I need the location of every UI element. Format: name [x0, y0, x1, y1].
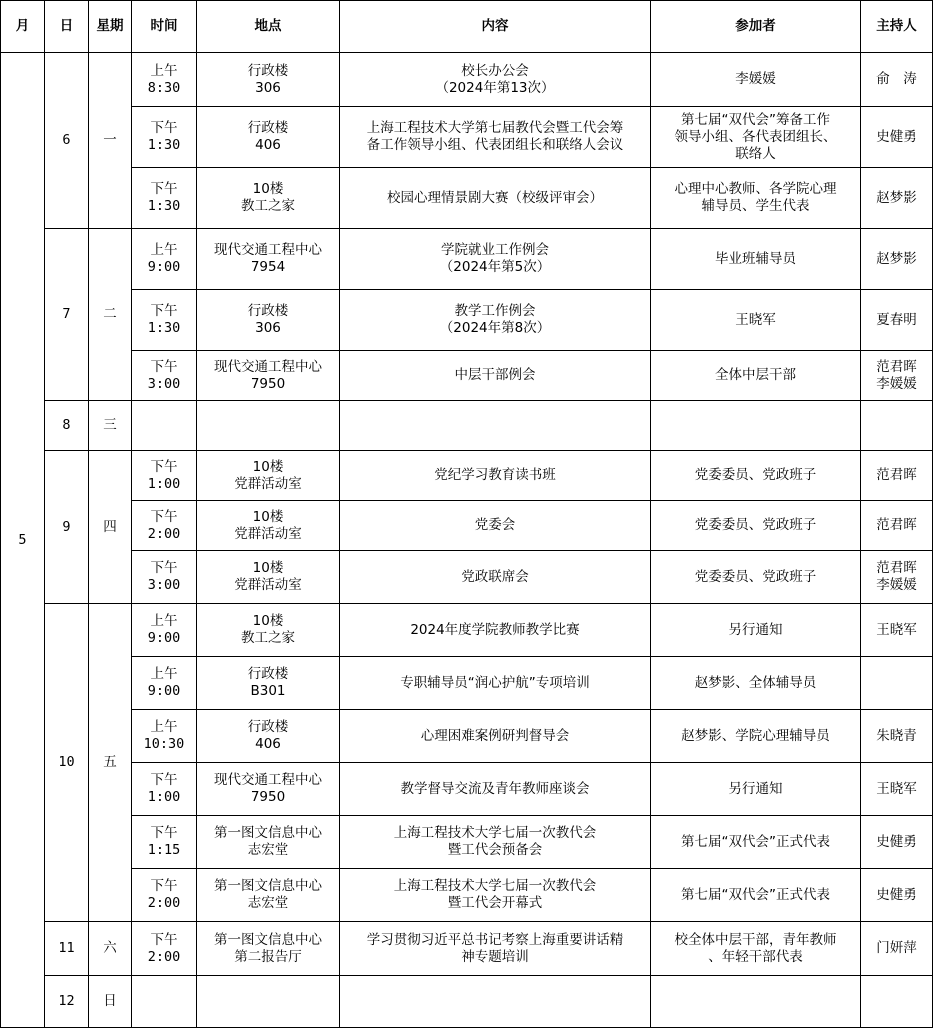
days.1.events.2.attendees-line: 全体中层干部 — [715, 367, 796, 383]
days.3.events.1.location-line: 党群活动室 — [234, 525, 302, 542]
content-cell — [340, 451, 651, 501]
attendees-cell — [651, 763, 861, 816]
days.4.events.0.location-line: 10楼 — [252, 613, 284, 629]
table-row — [1, 763, 933, 816]
table-row — [1, 351, 933, 401]
header-weekday: 星期 — [89, 1, 132, 53]
days.0.events.2.host-line: 赵梦影 — [876, 189, 917, 206]
days.0.events.0.content-line: （2024年第13次） — [435, 79, 555, 96]
days.1.events.1.location-line: 行政楼 — [247, 303, 289, 319]
days.5.events.0.location-line: 第二报告厅 — [234, 948, 302, 965]
attendees-cell — [651, 451, 861, 501]
days.5.events.0.attendees-line: 校全体中层干部，青年教师 — [674, 931, 837, 948]
attendees-cell — [651, 816, 861, 869]
day-cell: 10 — [45, 604, 89, 922]
days.4.events.5.location-line: 志宏堂 — [247, 895, 289, 911]
content-cell — [340, 351, 651, 401]
content-cell — [340, 816, 651, 869]
location-cell — [197, 501, 340, 551]
days.3.events.0.attendees-line: 党委委员、党政班子 — [694, 467, 817, 483]
content-cell — [340, 657, 651, 710]
days.1.events.1.location-line: 306 — [255, 320, 281, 336]
day-cell: 8 — [45, 401, 89, 451]
days.4.events.2.attendees-line: 赵梦影、学院心理辅导员 — [681, 727, 830, 744]
days.1.events.0.time-line: 上午 — [150, 242, 178, 258]
location-cell — [197, 168, 340, 229]
location-cell — [197, 107, 340, 168]
header-host: 主持人 — [861, 1, 933, 53]
time-cell — [132, 816, 197, 869]
days.1.events.1.content-line: 教学工作例会 — [454, 303, 536, 319]
content-cell — [340, 551, 651, 604]
days.4.events.0.host-line: 王晓军 — [876, 621, 917, 638]
attendees-cell — [651, 290, 861, 351]
days.4.events.3.time-line: 1:00 — [147, 789, 181, 805]
host-cell — [861, 710, 933, 763]
content-cell — [340, 869, 651, 922]
host-cell — [861, 451, 933, 501]
month-cell: 5 — [1, 53, 45, 1028]
table-row — [1, 657, 933, 710]
content-cell — [340, 229, 651, 290]
days.5.events.0.location-line: 第一图文信息中心 — [214, 931, 322, 948]
time-cell — [132, 869, 197, 922]
days.1.events.0.content-line: 学院就业工作例会 — [441, 242, 549, 258]
days.0.events.1.location-line: 406 — [255, 137, 281, 153]
days.4.events.4.attendees-line: 第七届“双代会”正式代表 — [681, 833, 830, 850]
day-cell: 7 — [45, 229, 89, 401]
attendees-cell — [651, 604, 861, 657]
days.0.events.1.attendees-line: 领导小组、各代表团组长、 — [674, 128, 837, 145]
content-cell — [340, 710, 651, 763]
days.0.events.2.attendees-line: 辅导员、学生代表 — [701, 198, 810, 214]
days.5.events.0.time-line: 2:00 — [147, 948, 181, 965]
host-cell — [861, 53, 933, 107]
table-row — [1, 501, 933, 551]
days.0.events.1.time-line: 下午 — [150, 120, 178, 136]
days.0.events.0.content-line: 校长办公会 — [461, 62, 529, 79]
weekday-cell: 一 — [89, 53, 132, 229]
attendees-cell — [651, 657, 861, 710]
days.1.events.2.content-line: 中层干部例会 — [454, 367, 536, 383]
location-cell — [197, 551, 340, 604]
days.4.events.1.attendees-line: 赵梦影、全体辅导员 — [694, 674, 817, 691]
weekday-cell: 四 — [89, 451, 132, 604]
days.0.events.2.time-line: 下午 — [150, 181, 178, 197]
days.3.events.2.host-line: 范君晖 — [876, 560, 917, 576]
days.0.events.2.attendees-line: 心理中心教师、各学院心理 — [674, 181, 837, 197]
days.0.events.0.location-line: 行政楼 — [247, 62, 289, 79]
days.4.events.1.time-line: 9:00 — [147, 683, 181, 699]
time-cell — [132, 501, 197, 551]
days.1.events.0.location-line: 现代交通工程中心 — [214, 242, 322, 258]
content-cell — [340, 501, 651, 551]
schedule-body — [1, 53, 933, 1028]
table-row — [1, 710, 933, 763]
days.4.events.4.host-line: 史健勇 — [876, 833, 917, 850]
time-cell — [132, 551, 197, 604]
days.0.events.1.host-line: 史健勇 — [876, 128, 917, 145]
location-cell — [197, 763, 340, 816]
time-cell — [132, 710, 197, 763]
attendees-cell — [651, 922, 861, 976]
attendees-cell — [651, 107, 861, 168]
days.4.events.2.location-line: 行政楼 — [247, 719, 289, 735]
days.0.events.0.host-line: 俞 涛 — [876, 71, 917, 87]
header-location: 地点 — [197, 1, 340, 53]
host-cell — [861, 501, 933, 551]
location-cell — [197, 604, 340, 657]
days.1.events.0.location-line: 7954 — [250, 259, 286, 275]
days.0.events.0.time-line: 8:30 — [147, 79, 181, 96]
days.4.events.2.host-line: 朱晓青 — [876, 727, 917, 744]
days.4.events.2.time-line: 10:30 — [143, 736, 185, 752]
days.1.events.1.attendees-line: 王晓军 — [735, 311, 776, 328]
days.5.events.0.time-line: 下午 — [150, 931, 178, 948]
days.1.events.1.time-line: 1:30 — [147, 320, 181, 336]
attendees-cell — [651, 869, 861, 922]
days.5.events.0.content-line: 神专题培训 — [461, 948, 529, 965]
host-cell — [861, 869, 933, 922]
days.0.events.0.time-line: 上午 — [150, 62, 178, 79]
days.3.events.2.time-line: 3:00 — [147, 577, 181, 593]
table-row — [1, 401, 933, 451]
table-row — [1, 53, 933, 107]
days.1.events.2.location-line: 7950 — [250, 375, 286, 392]
table-row — [1, 168, 933, 229]
time-cell — [132, 976, 197, 1028]
attendees-cell — [651, 710, 861, 763]
attendees-cell — [651, 53, 861, 107]
host-cell — [861, 922, 933, 976]
time-cell — [132, 229, 197, 290]
days.0.events.2.location-line: 10楼 — [252, 181, 284, 197]
time-cell — [132, 763, 197, 816]
days.1.events.2.time-line: 下午 — [150, 358, 178, 375]
time-cell — [132, 922, 197, 976]
days.5.events.0.attendees-line: 、年轻干部代表 — [708, 948, 803, 965]
attendees-cell — [651, 168, 861, 229]
content-cell — [340, 53, 651, 107]
content-cell — [340, 763, 651, 816]
host-cell — [861, 763, 933, 816]
days.3.events.1.location-line: 10楼 — [252, 508, 284, 525]
days.5.events.0.content-line: 学习贯彻习近平总书记考察上海重要讲话精 — [366, 931, 624, 948]
host-cell — [861, 168, 933, 229]
header-row — [1, 1, 933, 53]
days.4.events.3.attendees-line: 另行通知 — [728, 780, 783, 797]
days.3.events.0.location-line: 党群活动室 — [234, 475, 302, 492]
days.0.events.2.location-line: 教工之家 — [241, 198, 295, 214]
host-cell — [861, 290, 933, 351]
time-cell — [132, 604, 197, 657]
location-cell — [197, 922, 340, 976]
days.0.events.1.content-line: 上海工程技术大学第七届教代会暨工代会筹 — [366, 120, 624, 136]
days.1.events.2.host-line: 李媛媛 — [876, 375, 917, 392]
header-day: 日 — [45, 1, 89, 53]
days.3.events.2.location-line: 党群活动室 — [234, 577, 302, 593]
days.1.events.0.attendees-line: 毕业班辅导员 — [715, 250, 796, 267]
location-cell — [197, 976, 340, 1028]
days.4.events.5.content-line: 暨工代会开幕式 — [447, 895, 543, 911]
header-month: 月 — [1, 1, 45, 53]
days.4.events.5.time-line: 下午 — [150, 878, 178, 894]
days.4.events.3.location-line: 现代交通工程中心 — [214, 772, 322, 788]
days.0.events.2.time-line: 1:30 — [147, 198, 181, 214]
days.1.events.1.host-line: 夏春明 — [876, 311, 917, 328]
content-cell — [340, 922, 651, 976]
time-cell — [132, 107, 197, 168]
days.0.events.0.location-line: 306 — [255, 79, 281, 96]
days.4.events.3.content-line: 教学督导交流及青年教师座谈会 — [400, 780, 590, 797]
days.4.events.4.content-line: 暨工代会预备会 — [447, 842, 543, 858]
location-cell — [197, 401, 340, 451]
days.4.events.4.location-line: 第一图文信息中心 — [214, 825, 322, 841]
host-cell — [861, 229, 933, 290]
time-cell — [132, 657, 197, 710]
days.1.events.1.time-line: 下午 — [150, 303, 178, 319]
days.4.events.3.time-line: 下午 — [150, 772, 178, 788]
days.4.events.0.attendees-line: 另行通知 — [728, 621, 783, 638]
attendees-cell — [651, 351, 861, 401]
days.0.events.1.attendees-line: 第七届“双代会”筹备工作 — [681, 111, 830, 128]
days.0.events.2.content-line: 校园心理情景剧大赛（校级评审会） — [387, 189, 603, 206]
days.4.events.4.location-line: 志宏堂 — [247, 842, 289, 858]
days.4.events.3.location-line: 7950 — [250, 789, 286, 805]
time-cell — [132, 290, 197, 351]
day-cell: 11 — [45, 922, 89, 976]
time-cell — [132, 168, 197, 229]
attendees-cell — [651, 401, 861, 451]
days.3.events.0.location-line: 10楼 — [252, 458, 284, 475]
days.4.events.1.location-line: B301 — [250, 683, 286, 699]
location-cell — [197, 351, 340, 401]
days.1.events.1.content-line: （2024年第8次） — [439, 320, 551, 336]
table-row — [1, 976, 933, 1028]
host-cell — [861, 604, 933, 657]
host-cell — [861, 976, 933, 1028]
days.4.events.0.time-line: 上午 — [150, 613, 178, 629]
content-cell — [340, 976, 651, 1028]
location-cell — [197, 869, 340, 922]
days.3.events.1.host-line: 范君晖 — [876, 517, 917, 533]
days.0.events.0.attendees-line: 李媛媛 — [735, 71, 776, 87]
days.3.events.0.host-line: 范君晖 — [876, 467, 917, 483]
days.3.events.2.time-line: 下午 — [150, 560, 178, 576]
days.4.events.4.time-line: 下午 — [150, 825, 178, 841]
day-cell: 9 — [45, 451, 89, 604]
days.3.events.0.content-line: 党纪学习教育读书班 — [434, 467, 556, 483]
host-cell — [861, 107, 933, 168]
location-cell — [197, 290, 340, 351]
table-row — [1, 604, 933, 657]
content-cell — [340, 107, 651, 168]
days.4.events.1.content-line: 专职辅导员“润心护航”专项培训 — [400, 674, 590, 691]
table-row — [1, 290, 933, 351]
days.1.events.0.host-line: 赵梦影 — [876, 250, 917, 267]
days.1.events.2.location-line: 现代交通工程中心 — [214, 358, 322, 375]
days.3.events.1.time-line: 下午 — [150, 508, 178, 525]
days.0.events.1.time-line: 1:30 — [147, 137, 181, 153]
content-cell — [340, 401, 651, 451]
days.4.events.4.time-line: 1:15 — [147, 842, 181, 858]
host-cell — [861, 551, 933, 604]
days.4.events.5.content-line: 上海工程技术大学七届一次教代会 — [393, 878, 597, 894]
days.3.events.2.attendees-line: 党委委员、党政班子 — [694, 568, 817, 585]
location-cell — [197, 53, 340, 107]
days.4.events.5.attendees-line: 第七届“双代会”正式代表 — [681, 886, 830, 903]
table-row — [1, 869, 933, 922]
location-cell — [197, 229, 340, 290]
table-row — [1, 816, 933, 869]
days.4.events.5.host-line: 史健勇 — [876, 886, 917, 903]
weekday-cell: 日 — [89, 976, 132, 1028]
weekday-cell: 二 — [89, 229, 132, 401]
attendees-cell — [651, 551, 861, 604]
days.0.events.1.content-line: 备工作领导小组、代表团组长和联络人会议 — [366, 137, 624, 153]
days.3.events.1.time-line: 2:00 — [147, 525, 181, 542]
time-cell — [132, 53, 197, 107]
table-row — [1, 922, 933, 976]
location-cell — [197, 816, 340, 869]
time-cell — [132, 401, 197, 451]
content-cell — [340, 290, 651, 351]
location-cell — [197, 451, 340, 501]
days.3.events.0.time-line: 下午 — [150, 458, 178, 475]
days.1.events.2.host-line: 范君晖 — [876, 358, 917, 375]
table-row — [1, 107, 933, 168]
location-cell — [197, 710, 340, 763]
days.1.events.0.content-line: （2024年第5次） — [439, 259, 551, 275]
location-cell — [197, 657, 340, 710]
host-cell — [861, 657, 933, 710]
days.3.events.0.time-line: 1:00 — [147, 475, 181, 492]
table-row — [1, 229, 933, 290]
attendees-cell — [651, 229, 861, 290]
days.5.events.0.host-line: 门妍萍 — [876, 940, 917, 956]
days.3.events.2.content-line: 党政联席会 — [461, 568, 529, 585]
days.4.events.2.location-line: 406 — [255, 736, 281, 752]
table-row — [1, 451, 933, 501]
days.4.events.0.content-line: 2024年度学院教师教学比赛 — [410, 621, 580, 638]
weekday-cell: 三 — [89, 401, 132, 451]
time-cell — [132, 351, 197, 401]
content-cell — [340, 168, 651, 229]
attendees-cell — [651, 976, 861, 1028]
days.4.events.1.location-line: 行政楼 — [247, 666, 289, 682]
days.4.events.3.host-line: 王晓军 — [876, 780, 917, 797]
header-attendees: 参加者 — [651, 1, 861, 53]
days.0.events.1.location-line: 行政楼 — [247, 120, 289, 136]
days.4.events.0.location-line: 教工之家 — [241, 630, 295, 646]
days.3.events.2.location-line: 10楼 — [252, 560, 284, 576]
time-cell — [132, 451, 197, 501]
host-cell — [861, 401, 933, 451]
days.1.events.2.time-line: 3:00 — [147, 375, 181, 392]
days.0.events.1.attendees-line: 联络人 — [735, 145, 776, 162]
days.4.events.2.time-line: 上午 — [150, 719, 178, 735]
day-cell: 6 — [45, 53, 89, 229]
days.1.events.0.time-line: 9:00 — [147, 259, 181, 275]
days.3.events.2.host-line: 李媛媛 — [876, 577, 917, 593]
day-cell: 12 — [45, 976, 89, 1028]
days.4.events.5.location-line: 第一图文信息中心 — [214, 878, 322, 894]
header-time: 时间 — [132, 1, 197, 53]
content-cell — [340, 604, 651, 657]
days.3.events.1.attendees-line: 党委委员、党政班子 — [694, 517, 817, 533]
days.4.events.5.time-line: 2:00 — [147, 895, 181, 911]
table-row — [1, 551, 933, 604]
days.4.events.4.content-line: 上海工程技术大学七届一次教代会 — [393, 825, 597, 841]
days.3.events.1.content-line: 党委会 — [474, 517, 516, 533]
attendees-cell — [651, 501, 861, 551]
host-cell — [861, 816, 933, 869]
days.4.events.0.time-line: 9:00 — [147, 630, 181, 646]
weekday-cell: 六 — [89, 922, 132, 976]
days.4.events.1.time-line: 上午 — [150, 666, 178, 682]
header-content: 内容 — [340, 1, 651, 53]
weekday-cell: 五 — [89, 604, 132, 922]
host-cell — [861, 351, 933, 401]
days.4.events.2.content-line: 心理困难案例研判督导会 — [420, 727, 570, 744]
